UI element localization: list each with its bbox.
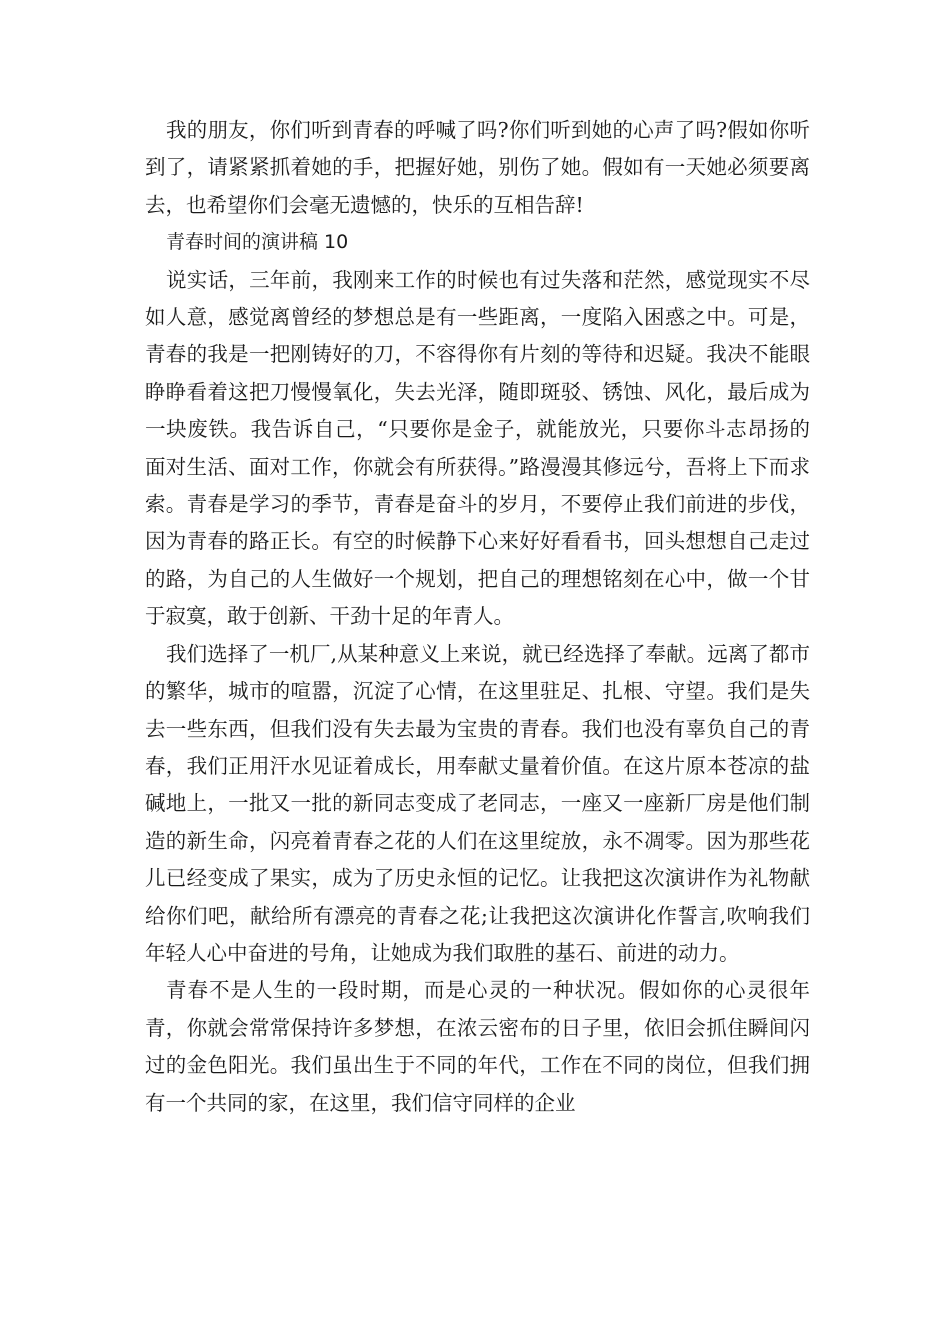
document-body <box>145 112 810 1122</box>
paragraph-3: 我们选择了一机厂,从某种意义上来说，就已经选择了奉献。远离了都市的繁华，城市的喧嚣，沉淀了心情，在这里驻足、扎根、守望。我们是失去一些东西，但我们没有失去最为宝贵的青春。我们也没有辜负自己的青春，我们正用汗水见证着成长，用奉献丈量着价值。在这片原本苍凉的盐碱地上，一批又一批的新同志变成了老同志，一座又一座新厂房是他们制造的新生命，闪亮着青春之花的人们在这里绽放，永不凋零。因为那些花儿已经变成了果实，成为了历史永恒的记忆。让我把这次演讲作为礼物献给你们吧，献给所有漂亮的青春之花;让我把这次演讲化作誓言,吹响我们年轻人心中奋进的号角，让她成为我们取胜的基石、前进的动力。 <box>145 641 810 965</box>
paragraph-4: 青春不是人生的一段时期，而是心灵的一种状况。假如你的心灵很年青，你就会常常保持许多梦想，在浓云密布的日子里，依旧会抓住瞬间闪过的金色阳光。我们虽出生于不同的年代，工作在不同的岗位，但我们拥有一个共同的家，在这里，我们信守同样的企业 <box>145 978 810 1115</box>
paragraph-2: 说实话，三年前，我刚来工作的时候也有过失落和茫然，感觉现实不尽如人意，感觉离曾经的梦想总是有一些距离，一度陷入困惑之中。可是，青春的我是一把刚铸好的刀，不容得你有片刻的等待和迟疑。我决不能眼睁睁看着这把刀慢慢氧化，失去光泽，随即斑驳、锈蚀、风化，最后成为一块废铁。我告诉自己，“只要你是金子，就能放光，只要你斗志昂扬的面对生活、面对工作，你就会有所获得。”路漫漫其修远兮，吾将上下而求索。青春是学习的季节，青春是奋斗的岁月，不要停止我们前进的步伐，因为青春的路正长。有空的时候静下心来好好看看书，回头想想自己走过的路，为自己的人生做好一个规划，把自己的理想铭刻在心中，做一个甘于寂寞，敢于创新、干劲十足的年青人。 <box>145 267 810 629</box>
section-heading: 青春时间的演讲稿 10 <box>166 231 349 254</box>
paragraph-1: 我的朋友，你们听到青春的呼喊了吗?你们听到她的心声了吗?假如你听到了，请紧紧抓着她的手，把握好她，别伤了她。假如有一天她必须要离去，也希望你们会毫无遗憾的，快乐的互相告辞! <box>145 118 810 217</box>
